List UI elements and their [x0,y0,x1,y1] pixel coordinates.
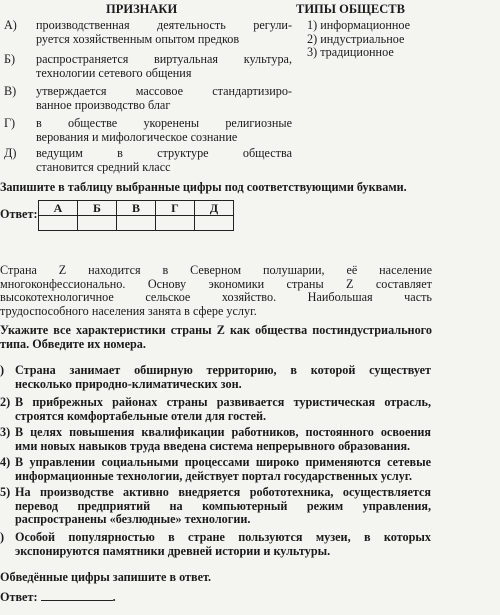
task1-answer-label: Ответ: [0,207,38,221]
feature-v [0,85,300,113]
answer-header-b: Б [78,201,117,216]
country-description: Страна Z находится в Северном полушарии, её население многоконфессионально. Основу экономики страны Z составляет высокотехнологичное сельское хозяйство. Наибольшая часть трудоспособного населения занята в сфере услуг. [0,263,432,318]
answer-cell-g[interactable] [156,216,195,231]
types-list [307,19,410,60]
option-number: 5) [0,485,11,499]
answer-header-d: Д [195,201,234,216]
answer-header-g: Г [156,201,195,216]
task2-question: Укажите все характеристики страны Z как общества постиндустриального типа. Обведите их номера. [0,323,432,351]
answer-table [38,200,234,231]
feature-text: производственная деятельность регули- руется хозяйственным опытом предков [36,18,292,46]
option-number: ) [0,363,5,377]
type-item: 1) информационное [307,18,411,32]
option-text: В целях повышения квалификации работников, постоянного освоения ими новых навыков труда введена система непрерывного образования. [15,425,431,453]
task1-instruction: Запишите в таблицу выбранные цифры под соответствующими буквами. [0,180,407,194]
feature-d [0,147,300,175]
task2-answer-label: Ответ: [0,590,38,604]
feature-letter: А) [4,18,17,32]
option-text: На производстве активно внедряется робототехника, осуществляется перевод предприятий на компьютерный режим управления, распространены «безлюдные» технологии. [15,485,431,527]
option-number: ) [0,530,5,544]
answer-blank[interactable] [41,589,113,601]
task2-answer [0,589,116,605]
option-text: В прибрежных районах страны развивается туристическая отрасль, строятся комфортабельные отели для гостей. [15,395,431,423]
type-item: 3) традиционное [307,45,394,60]
answer-cell-v[interactable] [117,216,156,231]
option-number: 2) [0,395,11,409]
feature-g [0,117,300,145]
circled-instruction: Обведённые цифры запишите в ответ. [0,570,212,584]
option-text: Страна занимает обширную территорию, в которой существует несколько природно-климатических зон. [15,363,431,391]
answer-suffix: . [112,590,116,604]
feature-text: утверждается массовое стандартизиро- ванное производство благ [36,84,292,112]
answer-cell-b[interactable] [78,216,117,231]
answer-header-v: В [117,201,156,216]
feature-b [0,53,300,81]
types-header: ТИПЫ ОБЩЕСТВ [296,2,405,16]
answer-cell-a[interactable] [39,216,78,231]
answer-header-a: А [39,201,78,216]
option-text: В управлении социальными процессами широко применяются сетевые информационные технологии, действует портал государственных услуг. [15,455,431,483]
features-header: ПРИЗНАКИ [106,2,178,16]
feature-letter: Б) [4,52,16,66]
feature-text: ведущим в структуре общества становится средний класс [36,146,292,174]
feature-letter: В) [4,84,17,98]
option-number: 4) [0,455,11,469]
feature-a [0,19,300,47]
type-item: 2) индустриальное [307,31,405,46]
option-number: 3) [0,425,11,439]
answer-cell-d[interactable] [195,216,234,231]
feature-letter: Г) [4,116,16,130]
feature-text: распространяется виртуальная культура, технологии сетевого общения [36,52,292,80]
feature-text: в обществе укоренены религиозные верования и мифологическое сознание [36,116,292,144]
feature-letter: Д) [4,146,17,160]
option-text: Особой популярностью в стране пользуются музеи, в которых экспонируются памятники древней истории и культуры. [15,530,431,558]
